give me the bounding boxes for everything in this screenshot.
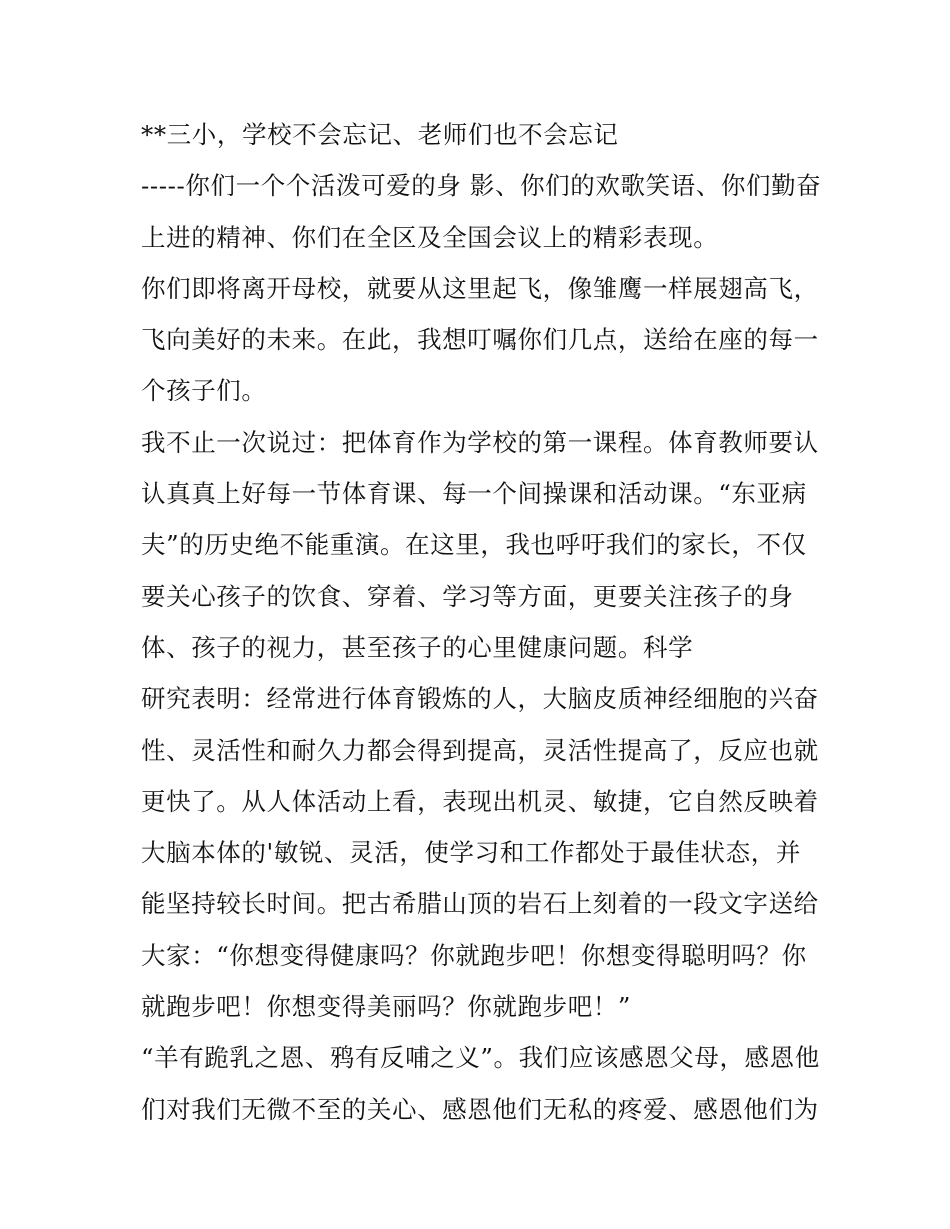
text-line: 体、孩子的视力，甚至孩子的心里健康问题。科学 — [141, 632, 694, 662]
text-line: 上进的精神、你们在全区及全国会议上的精彩表现。 — [141, 222, 719, 252]
text-line: 就跑步吧！你想变得美丽吗？你就跑步吧！” — [141, 992, 632, 1022]
text-line: **三小，学校不会忘记、老师们也不会忘记 — [141, 120, 619, 149]
text-line: 要关心孩子的饮食、穿着、学习等方面，更要关注孩子的身 — [141, 581, 794, 611]
text-line: “羊有跪乳之恩、鸦有反哺之义”。我们应该感恩父母，感恩他 — [141, 1043, 820, 1073]
text-line: 能坚持较长时间。把古希腊山顶的岩石上刻着的一段文字送给 — [141, 889, 819, 919]
text-line: 大脑本体的'敏锐、灵活，使学习和工作都处于最佳状态，并 — [141, 838, 801, 868]
text-line: 认真真上好每一节体育课、每一个间操课和活动课。“东亚病 — [141, 479, 807, 509]
text-line: 更快了。从人体活动上看，表现出机灵、敏捷，它自然反映着 — [141, 786, 819, 816]
text-line: -----你们一个个活泼可爱的身 影、你们的欢歌笑语、你们勤奋 — [141, 171, 822, 201]
text-line: 研究表明：经常进行体育锻炼的人，大脑皮质神经细胞的兴奋 — [141, 684, 819, 714]
text-line: 性、灵活性和耐久力都会得到提高，灵活性提高了，反应也就 — [141, 735, 819, 765]
text-line: 你们即将离开母校，就要从这里起飞，像雏鹰一样展翅高飞， — [141, 273, 819, 303]
document-body — [141, 109, 821, 1135]
text-line: 飞向美好的未来。在此，我想叮嘱你们几点，送给在座的每一 — [141, 325, 819, 355]
text-line: 我不止一次说过：把体育作为学校的第一课程。体育教师要认 — [141, 427, 819, 457]
text-line: 们对我们无微不至的关心、感恩他们无私的疼爱、感恩他们为 — [141, 1094, 819, 1124]
text-line: 个孩子们。 — [141, 376, 267, 406]
text-line: 大家：“你想变得健康吗？你就跑步吧！你想变得聪明吗？你 — [141, 940, 807, 970]
text-line: 夫”的历史绝不能重演。在这里，我也呼吁我们的家长，不仅 — [141, 530, 807, 560]
